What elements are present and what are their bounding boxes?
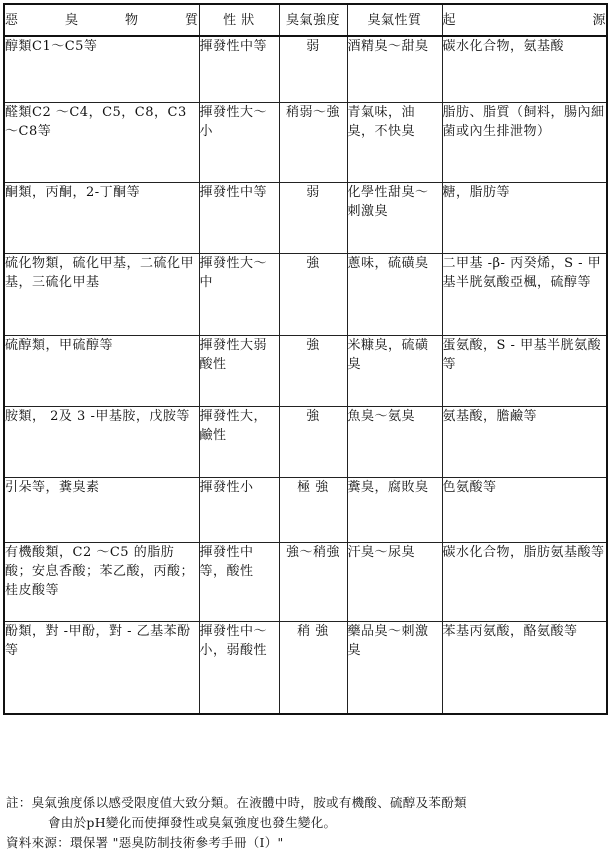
cell-property: 揮發性大弱酸性 xyxy=(199,335,279,406)
table-row xyxy=(4,621,607,714)
cell-quality: 米糠臭，硫磺臭 xyxy=(347,335,442,406)
table-row xyxy=(4,182,607,253)
cell-substance: 醇類C1～C5等 xyxy=(4,36,199,102)
cell-origin: 碳水化合物，氨基酸 xyxy=(442,36,607,102)
cell-origin: 二甲基 -β- 丙癸烯，S - 甲基半胱氨酸亞楓，硫醇等 xyxy=(442,253,607,335)
cell-property: 揮發性大～中 xyxy=(199,253,279,335)
cell-property: 揮發性大～小 xyxy=(199,102,279,182)
table-row xyxy=(4,335,607,406)
note-line-2: 會由於pH變化而使揮發性或臭氣強度也發生變化。 xyxy=(48,815,337,830)
table-row xyxy=(4,406,607,477)
cell-substance: 硫化物類，硫化甲基，二硫化甲基，三硫化甲基 xyxy=(4,253,199,335)
cell-substance: 酮類，丙酮，2-丁酮等 xyxy=(4,182,199,253)
cell-property: 揮發性小 xyxy=(199,477,279,542)
cell-strength: 強 xyxy=(279,253,347,335)
cell-strength: 弱 xyxy=(279,182,347,253)
cell-strength: 強 xyxy=(279,406,347,477)
header-strength: 臭氣強度 xyxy=(279,4,347,36)
odor-substance-table xyxy=(3,3,608,715)
cell-quality: 青氣味，油臭，不快臭 xyxy=(347,102,442,182)
cell-origin: 苯基丙氨酸，酪氨酸等 xyxy=(442,621,607,714)
cell-strength: 稍弱～強 xyxy=(279,102,347,182)
cell-substance: 醛類C2 ～C4，C5，C8，C3～C8等 xyxy=(4,102,199,182)
cell-strength: 強～稍強 xyxy=(279,542,347,621)
cell-substance: 有機酸類，C2 ～C5 的脂肪酸；安息香酸；苯乙酸，丙酸；桂皮酸等 xyxy=(4,542,199,621)
cell-quality: 酒精臭～甜臭 xyxy=(347,36,442,102)
header-origin: 起 源 xyxy=(442,4,607,36)
table-row xyxy=(4,102,607,182)
cell-strength: 弱 xyxy=(279,36,347,102)
note-line-1: 註：臭氣強度係以感受限度值大致分類。在液體中時，胺或有機酸、硫醇及苯酚類 xyxy=(6,795,467,810)
cell-property: 揮發性大，鹼性 xyxy=(199,406,279,477)
cell-origin: 色氨酸等 xyxy=(442,477,607,542)
footnotes xyxy=(6,793,606,853)
cell-quality: 魚臭～氨臭 xyxy=(347,406,442,477)
cell-origin: 脂肪、脂質（飼料，腸內細菌或內生排泄物） xyxy=(442,102,607,182)
table-row xyxy=(4,253,607,335)
cell-quality: 蔥味，硫磺臭 xyxy=(347,253,442,335)
cell-property: 揮發性中等，酸性 xyxy=(199,542,279,621)
table-header-row xyxy=(4,4,607,36)
cell-quality: 化學性甜臭～刺激臭 xyxy=(347,182,442,253)
cell-origin: 蛋氨酸，S - 甲基半胱氨酸等 xyxy=(442,335,607,406)
cell-substance: 胺類， 2及 3 -甲基胺，戊胺等 xyxy=(4,406,199,477)
table-row xyxy=(4,36,607,102)
cell-origin: 氨基酸，膽鹼等 xyxy=(442,406,607,477)
cell-property: 揮發性中等 xyxy=(199,182,279,253)
cell-strength: 強 xyxy=(279,335,347,406)
cell-origin: 糖，脂肪等 xyxy=(442,182,607,253)
cell-strength: 極 強 xyxy=(279,477,347,542)
cell-substance: 引朵等，糞臭素 xyxy=(4,477,199,542)
header-quality: 臭氣性質 xyxy=(347,4,442,36)
cell-origin: 碳水化合物，脂肪氨基酸等 xyxy=(442,542,607,621)
cell-property: 揮發性中～小，弱酸性 xyxy=(199,621,279,714)
cell-property: 揮發性中等 xyxy=(199,36,279,102)
cell-quality: 糞臭，腐敗臭 xyxy=(347,477,442,542)
cell-quality: 汗臭～尿臭 xyxy=(347,542,442,621)
header-substance: 惡 臭 物 質 xyxy=(4,4,199,36)
cell-substance: 硫醇類，甲硫醇等 xyxy=(4,335,199,406)
header-property: 性 狀 xyxy=(199,4,279,36)
table-row xyxy=(4,542,607,621)
cell-quality: 藥品臭～刺激臭 xyxy=(347,621,442,714)
cell-substance: 酚類，對 -甲酚，對 - 乙基苯酚等 xyxy=(4,621,199,714)
source-citation: 資料來源：環保署 "惡臭防制技術參考手冊（I）" xyxy=(6,835,284,850)
cell-strength: 稍 強 xyxy=(279,621,347,714)
table-row xyxy=(4,477,607,542)
